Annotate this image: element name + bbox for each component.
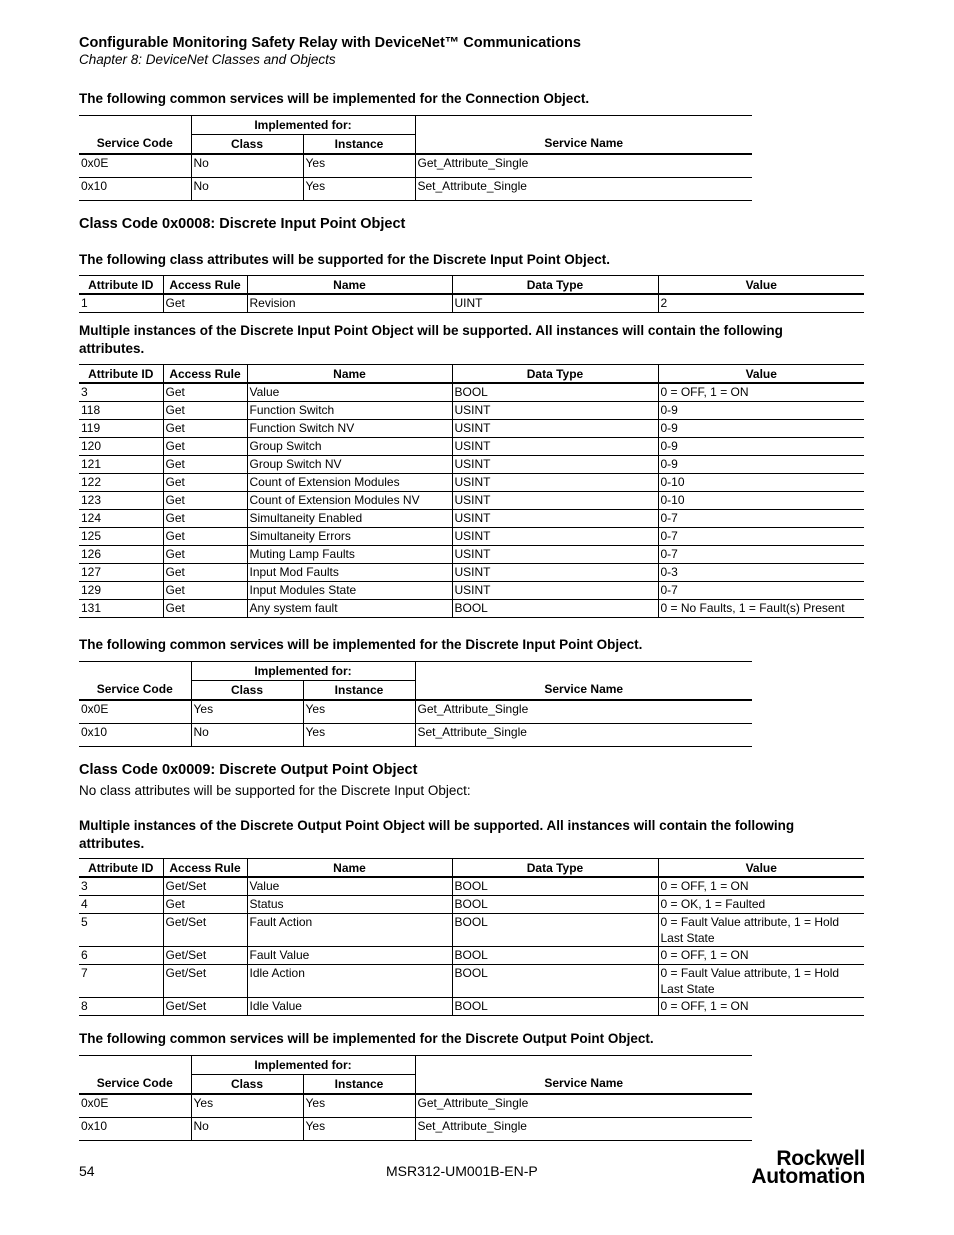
cell: 3: [79, 383, 163, 402]
cell: Get: [163, 510, 247, 528]
cell: No: [191, 178, 303, 201]
cell: Get: [163, 294, 247, 313]
cell: BOOL: [452, 383, 658, 402]
col-service-name: Service Name: [415, 116, 752, 155]
cell: USINT: [452, 564, 658, 582]
logo-line-2: Automation: [751, 1165, 865, 1188]
table-row: [79, 700, 752, 724]
cell: Get: [163, 402, 247, 420]
cell: USINT: [452, 456, 658, 474]
cell: USINT: [452, 546, 658, 564]
cell: Get: [163, 546, 247, 564]
col-access-rule: Access Rule: [163, 276, 247, 295]
cell: Value: [247, 877, 452, 896]
cell: Yes: [303, 700, 415, 724]
cell: 0-9: [658, 438, 864, 456]
cell: USINT: [452, 438, 658, 456]
col-value: Value: [658, 859, 864, 878]
cell: 0x0E: [79, 1094, 191, 1118]
cell: 122: [79, 474, 163, 492]
cell: Get: [163, 492, 247, 510]
table-row: [79, 877, 864, 896]
cell: Get/Set: [163, 914, 247, 947]
cell: 6: [79, 947, 163, 965]
cell: Get: [163, 564, 247, 582]
cell: BOOL: [452, 965, 658, 998]
cell: Yes: [191, 700, 303, 724]
col-name: Name: [247, 276, 452, 295]
table-row: [79, 965, 864, 998]
cell: Simultaneity Enabled: [247, 510, 452, 528]
col-service-code: Service Code: [79, 1056, 191, 1095]
document-title: Configurable Monitoring Safety Relay with DeviceNet™ Communications: [79, 35, 581, 51]
col-service-name: Service Name: [415, 1056, 752, 1095]
rockwell-automation-logo: [722, 1147, 865, 1188]
cell: 121: [79, 456, 163, 474]
cell: BOOL: [452, 896, 658, 914]
cell: 119: [79, 420, 163, 438]
cell: Status: [247, 896, 452, 914]
col-class: Class: [191, 135, 303, 155]
table-row: [79, 896, 864, 914]
cell: 2: [658, 294, 864, 313]
cell: Get: [163, 383, 247, 402]
cell: Get_Attribute_Single: [415, 1094, 752, 1118]
col-access-rule: Access Rule: [163, 859, 247, 878]
table-row: [79, 998, 864, 1016]
cell: BOOL: [452, 947, 658, 965]
cell: Set_Attribute_Single: [415, 178, 752, 201]
cell: 0-9: [658, 456, 864, 474]
cell: Fault Value: [247, 947, 452, 965]
col-class: Class: [191, 1075, 303, 1095]
cell: USINT: [452, 402, 658, 420]
connection-services-intro: The following common services will be implemented for the Connection Object.: [79, 91, 590, 106]
cell: Get/Set: [163, 965, 247, 998]
table-row: [79, 154, 752, 178]
cell: 0 = No Faults, 1 = Fault(s) Present: [658, 600, 864, 618]
table-row: [79, 528, 864, 546]
chapter-subtitle: Chapter 8: DeviceNet Classes and Objects: [79, 52, 336, 67]
table-row: [79, 402, 864, 420]
col-attribute-id: Attribute ID: [79, 276, 163, 295]
cell: BOOL: [452, 600, 658, 618]
cell: 0x10: [79, 178, 191, 201]
cell: 0-7: [658, 510, 864, 528]
col-instance: Instance: [303, 681, 415, 701]
cell: 4: [79, 896, 163, 914]
cell: 0 = OFF, 1 = ON: [658, 877, 864, 896]
cell: Get/Set: [163, 947, 247, 965]
cell: 0-9: [658, 402, 864, 420]
cell: Value: [247, 383, 452, 402]
cell: Count of Extension Modules: [247, 474, 452, 492]
cell: Yes: [303, 1094, 415, 1118]
table-row: [79, 456, 864, 474]
table-row: [79, 914, 864, 947]
col-data-type: Data Type: [452, 276, 658, 295]
col-implemented-for: Implemented for:: [191, 662, 415, 681]
cell: Input Modules State: [247, 582, 452, 600]
cell: Get: [163, 582, 247, 600]
cell: Fault Action: [247, 914, 452, 947]
cell: Get: [163, 456, 247, 474]
dop-services-intro: The following common services will be implemented for the Discrete Output Point Object.: [79, 1031, 654, 1046]
cell: 129: [79, 582, 163, 600]
cell: 0x0E: [79, 700, 191, 724]
cell: Count of Extension Modules NV: [247, 492, 452, 510]
cell: Get/Set: [163, 877, 247, 896]
table-row: [79, 438, 864, 456]
cell: 0 = OFF, 1 = ON: [658, 383, 864, 402]
cell: 125: [79, 528, 163, 546]
cell: BOOL: [452, 998, 658, 1016]
cell: 0-10: [658, 492, 864, 510]
cell: USINT: [452, 420, 658, 438]
cell: 0-10: [658, 474, 864, 492]
col-data-type: Data Type: [452, 859, 658, 878]
dip-class-intro: The following class attributes will be supported for the Discrete Input Point Object.: [79, 252, 611, 267]
cell: 0 = OK, 1 = Faulted: [658, 896, 864, 914]
cell: BOOL: [452, 877, 658, 896]
col-attribute-id: Attribute ID: [79, 365, 163, 384]
cell: No: [191, 154, 303, 178]
table-row: [79, 1118, 752, 1141]
cell: 0-3: [658, 564, 864, 582]
cell: Group Switch: [247, 438, 452, 456]
table-row: [79, 510, 864, 528]
cell: No: [191, 1118, 303, 1141]
col-instance: Instance: [303, 135, 415, 155]
cell: Idle Value: [247, 998, 452, 1016]
cell: BOOL: [452, 914, 658, 947]
cell: Get: [163, 474, 247, 492]
table-row: [79, 947, 864, 965]
cell: USINT: [452, 492, 658, 510]
cell: Function Switch: [247, 402, 452, 420]
cell: Get/Set: [163, 998, 247, 1016]
cell: UINT: [452, 294, 658, 313]
table-row: [79, 582, 864, 600]
document-id: MSR312-UM001B-EN-P: [386, 1163, 538, 1179]
table-row: [79, 294, 864, 313]
cell: Any system fault: [247, 600, 452, 618]
cell: Yes: [303, 1118, 415, 1141]
cell: 118: [79, 402, 163, 420]
cell: Idle Action: [247, 965, 452, 998]
col-instance: Instance: [303, 1075, 415, 1095]
cell: Group Switch NV: [247, 456, 452, 474]
dop-instance-intro: Multiple instances of the Discrete Output Point Object will be supported. All instances will contain the following attributes.: [79, 818, 795, 851]
col-value: Value: [658, 276, 864, 295]
cell: 0-9: [658, 420, 864, 438]
col-attribute-id: Attribute ID: [79, 859, 163, 878]
cell: 0-7: [658, 528, 864, 546]
dop-no-class-attrs: No class attributes will be supported for the Discrete Input Object:: [79, 783, 471, 798]
dip-services-table: [79, 661, 752, 747]
logo-line-1: Rockwell: [776, 1147, 865, 1170]
cell: 5: [79, 914, 163, 947]
cell: 123: [79, 492, 163, 510]
dip-class-attributes-table: [79, 275, 864, 313]
cell: 7: [79, 965, 163, 998]
cell: 3: [79, 877, 163, 896]
table-row: [79, 492, 864, 510]
cell: 0 = OFF, 1 = ON: [658, 947, 864, 965]
cell: 131: [79, 600, 163, 618]
table-row: [79, 178, 752, 201]
cell: Input Mod Faults: [247, 564, 452, 582]
cell: Simultaneity Errors: [247, 528, 452, 546]
dip-services-intro: The following common services will be implemented for the Discrete Input Point Object.: [79, 637, 643, 652]
table-row: [79, 724, 752, 747]
cell: USINT: [452, 528, 658, 546]
table-row: [79, 383, 864, 402]
dop-heading: Class Code 0x0009: Discrete Output Point Object: [79, 762, 418, 778]
cell: 0 = Fault Value attribute, 1 = Hold Last State: [658, 914, 864, 947]
dip-heading: Class Code 0x0008: Discrete Input Point Object: [79, 216, 406, 232]
cell: Get_Attribute_Single: [415, 154, 752, 178]
cell: 1: [79, 294, 163, 313]
col-service-code: Service Code: [79, 662, 191, 701]
dop-services-table: [79, 1055, 752, 1141]
table-row: [79, 600, 864, 618]
cell: 8: [79, 998, 163, 1016]
page-number: 54: [79, 1163, 95, 1179]
cell: Yes: [303, 724, 415, 747]
cell: 0 = OFF, 1 = ON: [658, 998, 864, 1016]
cell: 0x10: [79, 1118, 191, 1141]
cell: 127: [79, 564, 163, 582]
cell: Get: [163, 438, 247, 456]
col-access-rule: Access Rule: [163, 365, 247, 384]
cell: Yes: [191, 1094, 303, 1118]
cell: USINT: [452, 582, 658, 600]
cell: USINT: [452, 474, 658, 492]
cell: 0x0E: [79, 154, 191, 178]
cell: 126: [79, 546, 163, 564]
col-data-type: Data Type: [452, 365, 658, 384]
table-row: [79, 564, 864, 582]
col-name: Name: [247, 365, 452, 384]
cell: Yes: [303, 154, 415, 178]
col-name: Name: [247, 859, 452, 878]
cell: Muting Lamp Faults: [247, 546, 452, 564]
cell: 0 = Fault Value attribute, 1 = Hold Last State: [658, 965, 864, 998]
dip-instance-attributes-table: [79, 364, 864, 618]
cell: Get: [163, 600, 247, 618]
table-row: [79, 1094, 752, 1118]
cell: No: [191, 724, 303, 747]
cell: USINT: [452, 510, 658, 528]
cell: Get: [163, 896, 247, 914]
cell: Set_Attribute_Single: [415, 1118, 752, 1141]
col-service-name: Service Name: [415, 662, 752, 701]
cell: 0-7: [658, 582, 864, 600]
cell: 120: [79, 438, 163, 456]
cell: 0-7: [658, 546, 864, 564]
cell: Function Switch NV: [247, 420, 452, 438]
cell: Get: [163, 528, 247, 546]
table-row: [79, 546, 864, 564]
cell: 0x10: [79, 724, 191, 747]
table-row: [79, 474, 864, 492]
connection-services-table: [79, 115, 752, 201]
table-row: [79, 420, 864, 438]
col-class: Class: [191, 681, 303, 701]
col-implemented-for: Implemented for:: [191, 116, 415, 135]
dop-instance-attributes-table: [79, 858, 864, 1016]
cell: Yes: [303, 178, 415, 201]
col-implemented-for: Implemented for:: [191, 1056, 415, 1075]
cell: Get_Attribute_Single: [415, 700, 752, 724]
dip-instance-intro: Multiple instances of the Discrete Input Point Object will be supported. All instances will contain the following attributes.: [79, 323, 783, 356]
col-service-code: Service Code: [79, 116, 191, 155]
cell: Get: [163, 420, 247, 438]
cell: Set_Attribute_Single: [415, 724, 752, 747]
cell: Revision: [247, 294, 452, 313]
col-value: Value: [658, 365, 864, 384]
cell: 124: [79, 510, 163, 528]
